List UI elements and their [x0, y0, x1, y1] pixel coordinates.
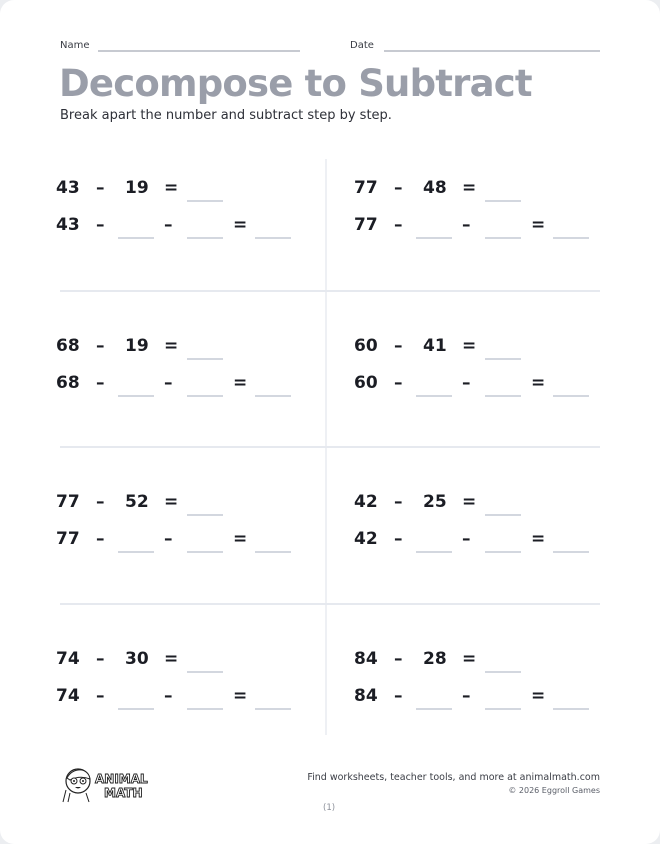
part2-blank[interactable] [485, 237, 521, 239]
answer-blank[interactable] [187, 200, 223, 202]
subtrahend: 25 [423, 492, 447, 512]
part1-blank[interactable] [118, 708, 154, 710]
svg-text:ANIMAL: ANIMAL [95, 772, 148, 786]
minus-sign: – [462, 373, 471, 393]
part1-blank[interactable] [416, 237, 452, 239]
name-label: Name [60, 40, 90, 51]
subtrahend: 28 [423, 649, 447, 669]
minus-sign: – [462, 686, 471, 706]
part1-blank[interactable] [416, 551, 452, 553]
result-blank[interactable] [255, 395, 291, 397]
animal-math-logo [62, 766, 172, 806]
equals-sign: = [462, 649, 477, 669]
minus-sign: – [96, 529, 105, 549]
problem-7 [56, 649, 316, 729]
minuend: 60 [354, 373, 378, 393]
part2-blank[interactable] [187, 237, 223, 239]
part1-blank[interactable] [118, 395, 154, 397]
minus-sign: – [96, 492, 105, 512]
row-divider [60, 603, 600, 605]
subtrahend: 52 [125, 492, 149, 512]
minuend: 68 [56, 373, 80, 393]
row-divider [60, 290, 600, 292]
equals-sign: = [164, 336, 179, 356]
part2-blank[interactable] [485, 551, 521, 553]
result-blank[interactable] [553, 551, 589, 553]
problem-3 [56, 336, 316, 416]
result-blank[interactable] [255, 708, 291, 710]
equals-sign: = [233, 215, 248, 235]
footer-promo: Find worksheets, teacher tools, and more at animalmath.com [307, 772, 600, 783]
minuend: 77 [56, 529, 80, 549]
subtrahend: 30 [125, 649, 149, 669]
equals-sign: = [233, 686, 248, 706]
minus-sign: – [96, 178, 105, 198]
equals-sign: = [531, 215, 546, 235]
problem-6 [354, 492, 614, 572]
part2-blank[interactable] [485, 395, 521, 397]
minuend: 60 [354, 336, 378, 356]
minuend: 43 [56, 215, 80, 235]
part2-blank[interactable] [187, 708, 223, 710]
minus-sign: – [96, 336, 105, 356]
problem-8 [354, 649, 614, 729]
minuend: 74 [56, 649, 80, 669]
mascot-icon [62, 766, 172, 806]
minus-sign: – [96, 215, 105, 235]
answer-blank[interactable] [187, 514, 223, 516]
page-subtitle: Break apart the number and subtract step by step. [60, 108, 392, 123]
minus-sign: – [394, 492, 403, 512]
minus-sign: – [394, 178, 403, 198]
part2-blank[interactable] [187, 551, 223, 553]
problem-4 [354, 336, 614, 416]
equals-sign: = [462, 492, 477, 512]
equals-sign: = [164, 178, 179, 198]
minus-sign: – [394, 686, 403, 706]
subtrahend: 48 [423, 178, 447, 198]
name-field[interactable] [98, 50, 300, 52]
answer-blank[interactable] [187, 671, 223, 673]
result-blank[interactable] [255, 551, 291, 553]
minuend: 42 [354, 492, 378, 512]
minuend: 43 [56, 178, 80, 198]
minuend: 68 [56, 336, 80, 356]
minus-sign: – [462, 215, 471, 235]
result-blank[interactable] [553, 237, 589, 239]
answer-blank[interactable] [187, 358, 223, 360]
minus-sign: – [394, 529, 403, 549]
subtrahend: 19 [125, 178, 149, 198]
minus-sign: – [164, 529, 173, 549]
equals-sign: = [233, 373, 248, 393]
minus-sign: – [462, 529, 471, 549]
part1-blank[interactable] [118, 551, 154, 553]
date-label: Date [350, 40, 374, 51]
answer-blank[interactable] [485, 200, 521, 202]
answer-blank[interactable] [485, 514, 521, 516]
equals-sign: = [164, 649, 179, 669]
footer-copyright: © 2026 Eggroll Games [508, 786, 600, 795]
equals-sign: = [531, 686, 546, 706]
date-field[interactable] [384, 50, 600, 52]
equals-sign: = [164, 492, 179, 512]
minuend: 84 [354, 686, 378, 706]
page-number: (1) [323, 803, 336, 813]
page-title: Decompose to Subtract [59, 62, 532, 105]
minuend: 42 [354, 529, 378, 549]
equals-sign: = [531, 529, 546, 549]
svg-text:MATH: MATH [104, 786, 143, 800]
part1-blank[interactable] [118, 237, 154, 239]
minuend: 77 [354, 215, 378, 235]
equals-sign: = [462, 336, 477, 356]
part1-blank[interactable] [416, 708, 452, 710]
minus-sign: – [96, 649, 105, 669]
minuend: 77 [354, 178, 378, 198]
subtrahend: 19 [125, 336, 149, 356]
problem-5 [56, 492, 316, 572]
problem-2 [354, 178, 614, 258]
minuend: 74 [56, 686, 80, 706]
minus-sign: – [394, 373, 403, 393]
minus-sign: – [164, 373, 173, 393]
minus-sign: – [96, 686, 105, 706]
minuend: 84 [354, 649, 378, 669]
minus-sign: – [394, 649, 403, 669]
equals-sign: = [531, 373, 546, 393]
result-blank[interactable] [553, 395, 589, 397]
part2-blank[interactable] [187, 395, 223, 397]
minus-sign: – [96, 373, 105, 393]
equals-sign: = [462, 178, 477, 198]
part1-blank[interactable] [416, 395, 452, 397]
row-divider [60, 446, 600, 448]
minus-sign: – [394, 215, 403, 235]
equals-sign: = [233, 529, 248, 549]
minus-sign: – [394, 336, 403, 356]
problem-1 [56, 178, 316, 258]
part2-blank[interactable] [485, 708, 521, 710]
subtrahend: 41 [423, 336, 447, 356]
result-blank[interactable] [553, 708, 589, 710]
answer-blank[interactable] [485, 671, 521, 673]
result-blank[interactable] [255, 237, 291, 239]
answer-blank[interactable] [485, 358, 521, 360]
minuend: 77 [56, 492, 80, 512]
minus-sign: – [164, 215, 173, 235]
minus-sign: – [164, 686, 173, 706]
